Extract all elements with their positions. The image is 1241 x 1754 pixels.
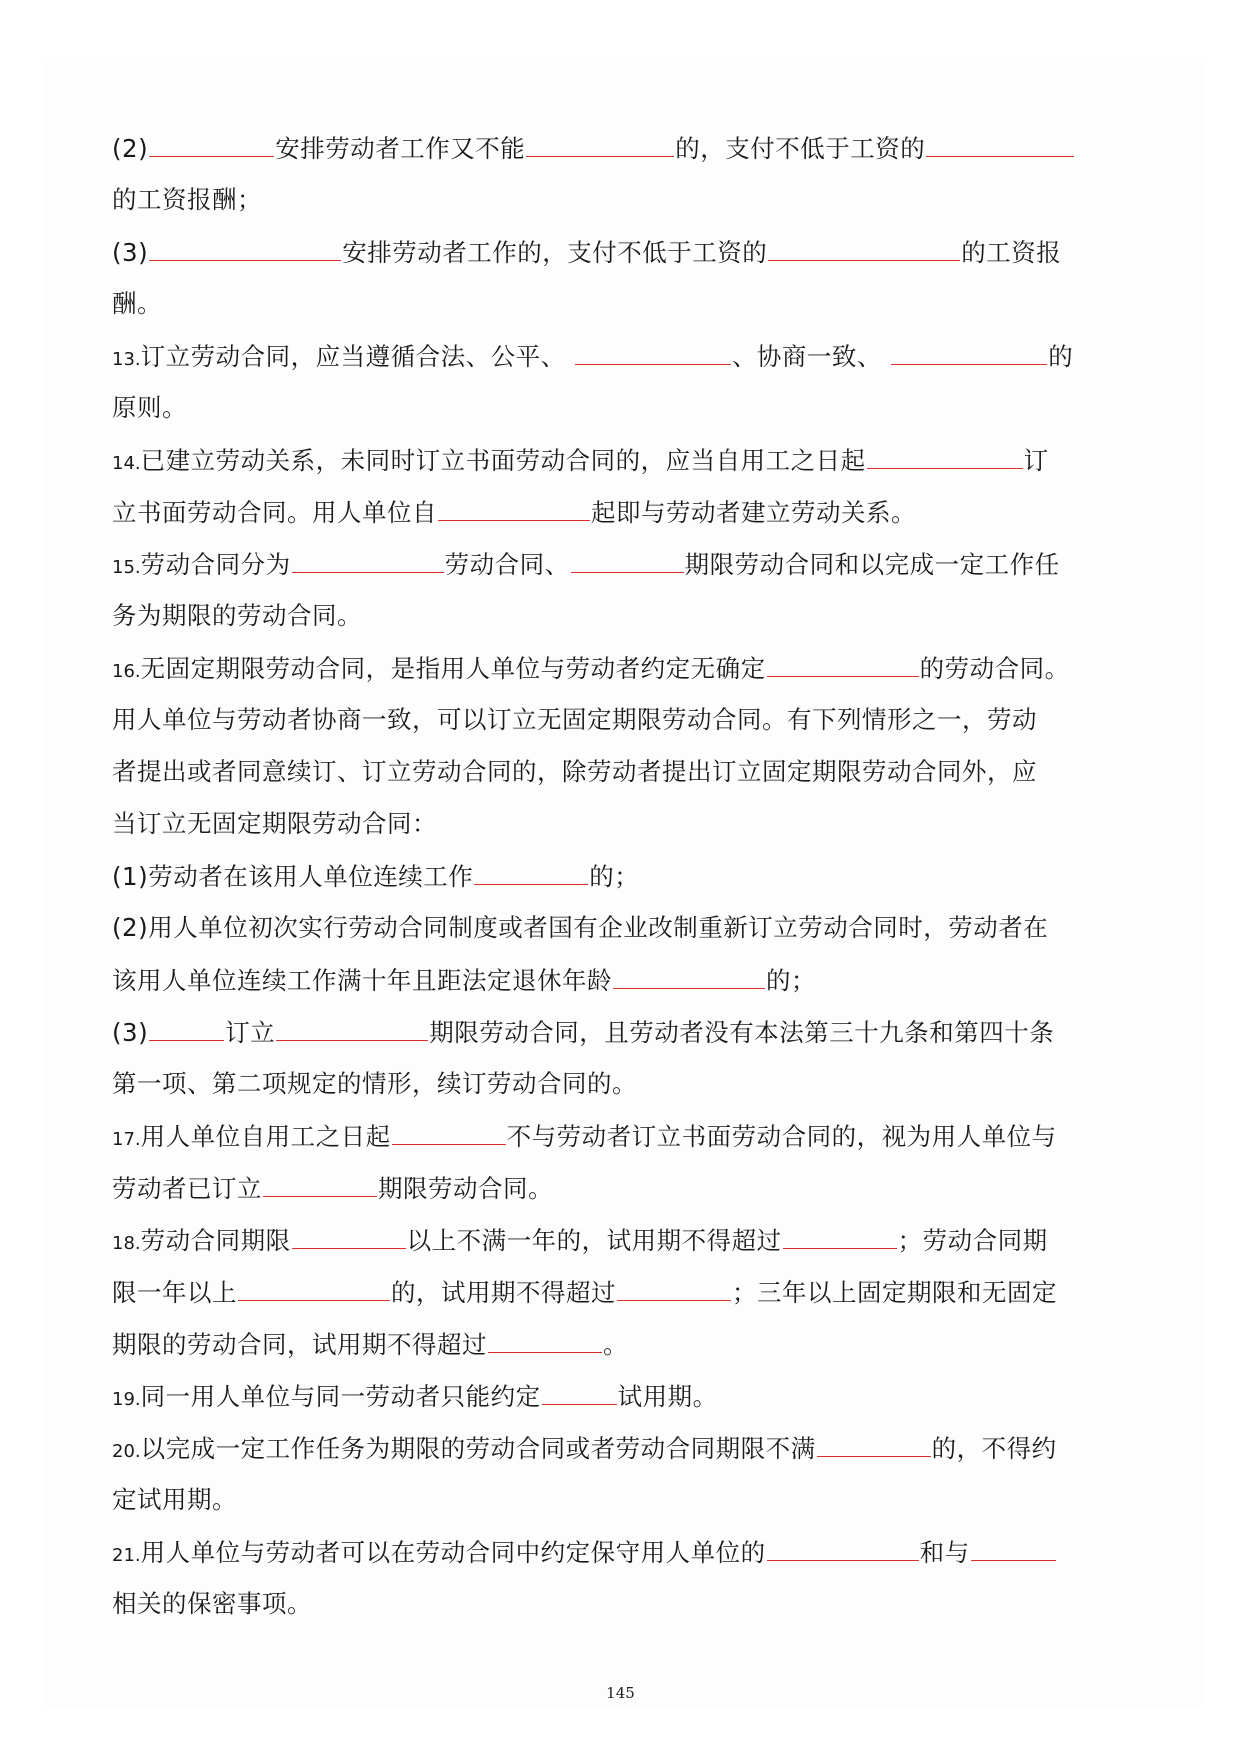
question-number: 17.: [112, 1129, 141, 1150]
text-line: [112, 1272, 1132, 1324]
text-line: [112, 908, 1132, 960]
question-number: 20.: [112, 1441, 141, 1462]
fill-in-blank[interactable]: [238, 1272, 390, 1301]
text-line: [112, 1064, 1132, 1116]
text-segment: 同一用人单位与同一劳动者只能约定: [140, 1382, 541, 1411]
text-segment: 安排劳动者工作的，支付不低于工资的: [342, 238, 768, 267]
question-number: 21.: [112, 1545, 141, 1566]
fill-in-blank[interactable]: [971, 1532, 1056, 1561]
text-line: [112, 856, 1132, 908]
fill-in-blank[interactable]: [768, 232, 960, 261]
text-line: [112, 700, 1132, 752]
fill-in-blank[interactable]: [575, 336, 731, 365]
text-line: [112, 336, 1132, 388]
text-line: [112, 1168, 1132, 1220]
question-number: 14.: [112, 453, 141, 474]
text-segment: 立书面劳动合同。用人单位自: [112, 498, 437, 527]
text-segment: 酬。: [112, 289, 162, 318]
text-segment: 、协商一致、: [731, 342, 891, 371]
text-segment: 期限劳动合同和以完成一定工作任: [684, 550, 1060, 579]
text-segment: 的，试用期不得超过: [391, 1278, 616, 1307]
text-segment: 的，支付不低于工资的: [675, 134, 926, 163]
text-line: [112, 960, 1132, 1012]
text-segment: 劳动合同期限: [140, 1226, 291, 1255]
text-segment: 期限的劳动合同，试用期不得超过: [112, 1330, 487, 1359]
text-line: [112, 596, 1132, 648]
text-segment: 当订立无固定期限劳动合同：: [112, 809, 437, 838]
text-line: [112, 1116, 1132, 1168]
text-segment: 期限劳动合同。: [378, 1174, 553, 1203]
text-line: [112, 284, 1132, 336]
question-number: 13.: [112, 349, 141, 370]
fill-in-blank[interactable]: [617, 1272, 731, 1301]
text-segment: 以完成一定工作任务为期限的劳动合同或者劳动合同期限不满: [140, 1434, 816, 1463]
fill-in-blank[interactable]: [488, 1324, 602, 1353]
fill-in-blank[interactable]: [292, 544, 444, 573]
text-line: [112, 648, 1132, 700]
fill-in-blank[interactable]: [542, 1376, 617, 1405]
text-segment: 无固定期限劳动合同，是指用人单位与劳动者约定无确定: [140, 654, 766, 683]
text-segment: 以上不满一年的，试用期不得超过: [406, 1226, 782, 1255]
text-segment: 已建立劳动关系，未同时订立书面劳动合同的，应当自用工之日起: [140, 446, 866, 475]
text-line: [112, 1428, 1132, 1480]
text-segment: 安排劳动者工作又不能: [275, 134, 526, 163]
text-segment: 订立: [225, 1018, 276, 1047]
fill-in-blank[interactable]: [276, 1012, 428, 1041]
text-segment: 限一年以上: [112, 1278, 237, 1307]
text-segment: 不与劳动者订立书面劳动合同的，视为用人单位与: [506, 1122, 1057, 1151]
fill-in-blank[interactable]: [926, 128, 1074, 157]
text-segment: 劳动合同分为: [140, 550, 291, 579]
question-number: 19.: [112, 1389, 141, 1410]
text-line: [112, 1012, 1132, 1064]
text-segment: ；劳动合同期: [897, 1226, 1048, 1255]
fill-in-blank[interactable]: [392, 1116, 506, 1145]
text-segment: 。: [603, 1330, 628, 1359]
text-line: [112, 1584, 1132, 1636]
text-segment: (2): [112, 134, 149, 163]
fill-in-blank[interactable]: [149, 1012, 224, 1041]
text-segment: 订立劳动合同，应当遵循合法、公平、: [140, 342, 574, 371]
text-line: [112, 752, 1132, 804]
text-segment: 的: [1048, 342, 1074, 371]
text-line: [112, 492, 1132, 544]
text-line: [112, 804, 1132, 856]
text-segment: (2)用人单位初次实行劳动合同制度或者国有企业改制重新订立劳动合同时，劳动者在: [112, 913, 1049, 942]
text-line: [112, 128, 1132, 180]
text-segment: 用人单位与劳动者协商一致，可以订立无固定期限劳动合同。有下列情形之一，劳动: [112, 705, 1037, 734]
text-segment: 该用人单位连续工作满十年且距法定退休年龄: [112, 966, 612, 995]
text-segment: 和与: [919, 1538, 970, 1567]
text-segment: 起即与劳动者建立劳动关系。: [591, 498, 916, 527]
text-segment: 的劳动合同。: [919, 654, 1070, 683]
text-segment: 相关的保密事项。: [112, 1589, 312, 1618]
fill-in-blank[interactable]: [438, 492, 590, 521]
text-segment: 劳动者已订立: [112, 1174, 262, 1203]
fill-in-blank[interactable]: [867, 440, 1023, 469]
fill-in-blank[interactable]: [767, 1532, 919, 1561]
text-line: [112, 1324, 1132, 1376]
fill-in-blank[interactable]: [571, 544, 684, 573]
text-line: [112, 388, 1132, 440]
page-number: 145: [606, 1684, 635, 1702]
fill-in-blank[interactable]: [613, 960, 765, 989]
text-line: [112, 1532, 1132, 1584]
text-segment: 订: [1023, 446, 1049, 475]
fill-in-blank[interactable]: [526, 128, 674, 157]
text-segment: 的；: [589, 862, 640, 891]
fill-in-blank[interactable]: [474, 856, 588, 885]
text-segment: 期限劳动合同，且劳动者没有本法第三十九条和第四十条: [429, 1018, 1055, 1047]
text-line: [112, 1220, 1132, 1272]
fill-in-blank[interactable]: [263, 1168, 377, 1197]
text-segment: 用人单位与劳动者可以在劳动合同中约定保守用人单位的: [140, 1538, 766, 1567]
text-segment: ；三年以上固定期限和无固定: [732, 1278, 1057, 1307]
fill-in-blank[interactable]: [149, 128, 274, 157]
fill-in-blank[interactable]: [891, 336, 1047, 365]
text-segment: 用人单位自用工之日起: [140, 1122, 391, 1151]
text-segment: 原则。: [112, 393, 187, 422]
fill-in-blank[interactable]: [149, 232, 341, 261]
text-segment: 的，不得约: [931, 1434, 1057, 1463]
text-segment: 的；: [766, 966, 816, 995]
fill-in-blank[interactable]: [817, 1428, 931, 1457]
text-line: [112, 440, 1132, 492]
text-line: [112, 232, 1132, 284]
text-segment: 第一项、第二项规定的情形，续订劳动合同的。: [112, 1069, 637, 1098]
fill-in-blank[interactable]: [783, 1220, 897, 1249]
text-segment: (3): [112, 1018, 149, 1047]
text-line: [112, 1480, 1132, 1532]
text-line: [112, 1376, 1132, 1428]
text-segment: 的工资报: [961, 238, 1062, 267]
text-segment: 务为期限的劳动合同。: [112, 601, 362, 630]
text-segment: (3): [112, 238, 149, 267]
question-number: 15.: [112, 557, 141, 578]
fill-in-blank[interactable]: [767, 648, 919, 677]
text-segment: 者提出或者同意续订、订立劳动合同的，除劳动者提出订立固定期限劳动合同外，应: [112, 757, 1037, 786]
question-number: 16.: [112, 661, 141, 682]
document-body: [112, 128, 1132, 1636]
text-line: [112, 544, 1132, 596]
text-segment: 的工资报酬；: [112, 185, 262, 214]
text-segment: 试用期。: [617, 1382, 718, 1411]
text-segment: 定试用期。: [112, 1485, 237, 1514]
question-number: 18.: [112, 1233, 141, 1254]
text-line: [112, 180, 1132, 232]
fill-in-blank[interactable]: [292, 1220, 406, 1249]
text-segment: (1)劳动者在该用人单位连续工作: [112, 862, 474, 891]
text-segment: 劳动合同、: [444, 550, 570, 579]
